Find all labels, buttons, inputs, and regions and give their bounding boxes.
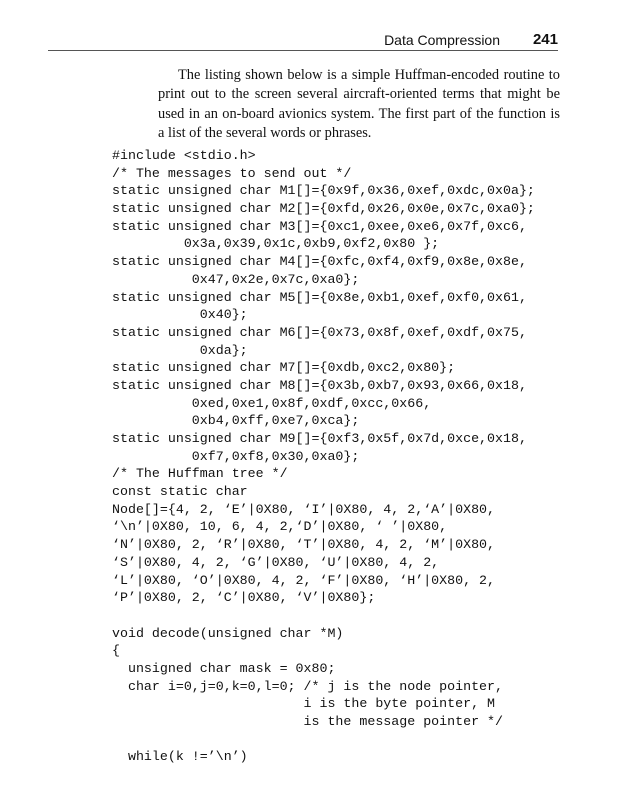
code-line: ‘S’|0X80, 4, 2, ‘G’|0X80, ‘U’|0X80, 4, 2,	[112, 554, 440, 570]
code-line: static unsigned char M1[]={0x9f,0x36,0xef,0xdc,0x0a};	[112, 183, 535, 199]
page-number: 241	[532, 31, 558, 48]
code-line: {	[112, 643, 120, 659]
code-line: static unsigned char M2[]={0xfd,0x26,0x0e,0x7c,0xa0};	[112, 201, 535, 217]
code-line: static unsigned char M3[]={0xc1,0xee,0xe6,0x7f,0xc6,	[112, 218, 527, 234]
code-line: 0xed,0xe1,0x8f,0xdf,0xcc,0x66,	[112, 395, 432, 411]
code-line: const static char	[112, 484, 248, 500]
code-line: is the message pointer */	[112, 714, 503, 729]
code-line: ‘N’|0X80, 2, ‘R’|0X80, ‘T’|0X80, 4, 2, ‘M’|0X80,	[112, 537, 496, 553]
running-title: Data Compression	[384, 32, 500, 48]
code-line: static unsigned char M8[]={0x3b,0xb7,0x93,0x66,0x18,	[112, 377, 527, 393]
code-line: static unsigned char M5[]={0x8e,0xb1,0xef,0xf0,0x61,	[112, 289, 527, 305]
code-line: 0xda};	[112, 342, 248, 358]
code-line: void decode(unsigned char *M)	[112, 625, 344, 641]
code-line: ‘P’|0X80, 2, ‘C’|0X80, ‘V’|0X80};	[112, 590, 376, 606]
code-line: unsigned char mask = 0x80;	[112, 660, 336, 676]
code-line: static unsigned char M6[]={0x73,0x8f,0xef,0xdf,0x75,	[112, 324, 527, 340]
code-line: static unsigned char M9[]={0xf3,0x5f,0x7d,0xce,0x18,	[112, 431, 527, 446]
code-line: 0xb4,0xff,0xe7,0xca};	[112, 413, 360, 429]
code-line: 0x3a,0x39,0x1c,0xb9,0xf2,0x80 };	[112, 236, 440, 252]
code-line: static unsigned char M7[]={0xdb,0xc2,0x80};	[112, 360, 456, 376]
code-line: 0xf7,0xf8,0x30,0xa0};	[112, 448, 360, 464]
code-line: #include <stdio.h>	[112, 148, 256, 163]
code-line: 0x40};	[112, 307, 248, 323]
code-line: i is the byte pointer, M	[112, 696, 496, 712]
code-line: 0x47,0x2e,0x7c,0xa0};	[112, 271, 360, 287]
code-listing	[112, 147, 535, 766]
code-line: while(k !=’\n’)	[112, 749, 248, 765]
code-line: /* The messages to send out */	[112, 165, 352, 181]
code-line	[112, 731, 535, 749]
code-line: ‘L’|0X80, ‘O’|0X80, 4, 2, ‘F’|0X80, ‘H’|0X80, 2,	[112, 572, 496, 588]
code-line	[112, 607, 535, 625]
code-line: Node[]={4, 2, ‘E’|0X80, ‘I’|0X80, 4, 2,‘A’|0X80,	[112, 501, 496, 517]
intro-paragraph: The listing shown below is a simple Huffman-encoded routine to print out to the screen several aircraft-oriented terms that might be used in an on-board avionics system. The first part of the function is a list of the several words or phrases.	[158, 67, 560, 142]
code-line: char i=0,j=0,k=0,l=0; /* j is the node pointer,	[112, 678, 503, 694]
page-header	[48, 28, 558, 51]
code-line: ‘\n’|0X80, 10, 6, 4, 2,‘D’|0X80, ‘ ’|0X80,	[112, 519, 448, 535]
code-line: static unsigned char M4[]={0xfc,0xf4,0xf9,0x8e,0x8e,	[112, 254, 527, 270]
code-line: /* The Huffman tree */	[112, 466, 288, 482]
